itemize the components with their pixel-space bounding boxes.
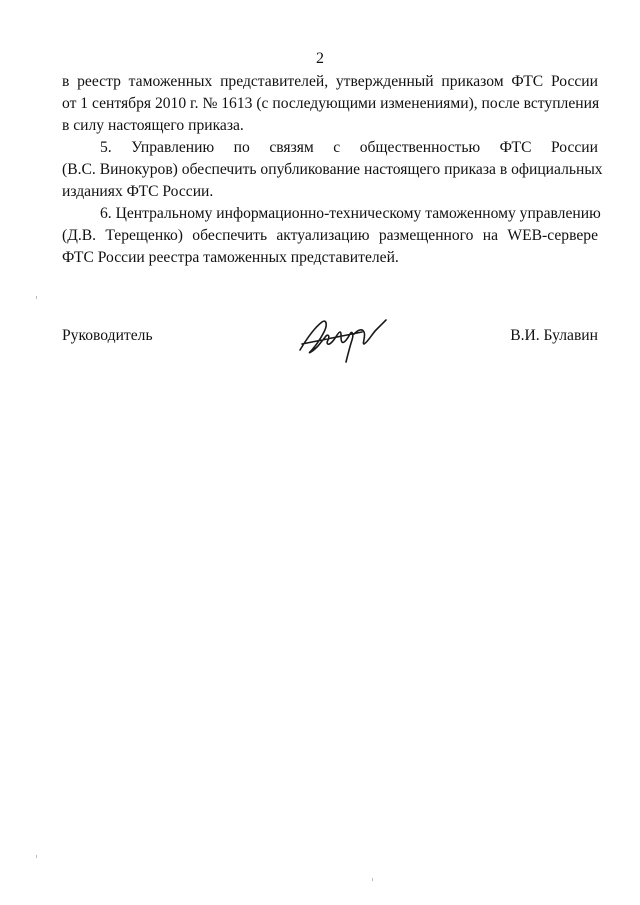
paragraph-line: 5. Управлению по связям с общественностью ФТС России (100, 139, 598, 156)
signatory-title: Руководитель (62, 327, 153, 344)
signatory-name: В.И. Булавин (510, 327, 598, 344)
paragraph-line: изданиях ФТС России. (62, 183, 214, 200)
paragraph-line: от 1 сентября 2010 г. № 1613 (с последующими изменениями), после вступления (62, 95, 600, 112)
scan-speck (372, 878, 373, 881)
paragraph-line: ФТС России реестра таможенных представителей. (62, 249, 399, 266)
paragraph-line: (Д.В. Терещенко) обеспечить актуализацию размещенного на WEB-сервере (62, 227, 598, 244)
paragraph-line: (В.С. Винокуров) обеспечить опубликование настоящего приказа в официальных (62, 161, 603, 178)
paragraph-line: в реестр таможенных представителей, утвержденный приказом ФТС России (62, 73, 598, 90)
page-number: 2 (316, 50, 324, 67)
paragraph-line: 6. Центральному информационно-техническому таможенному управлению (100, 205, 601, 222)
scan-speck (36, 296, 37, 299)
handwritten-signature (292, 310, 392, 366)
paragraph-line: в силу настоящего приказа. (62, 117, 244, 134)
scan-speck (36, 855, 37, 858)
